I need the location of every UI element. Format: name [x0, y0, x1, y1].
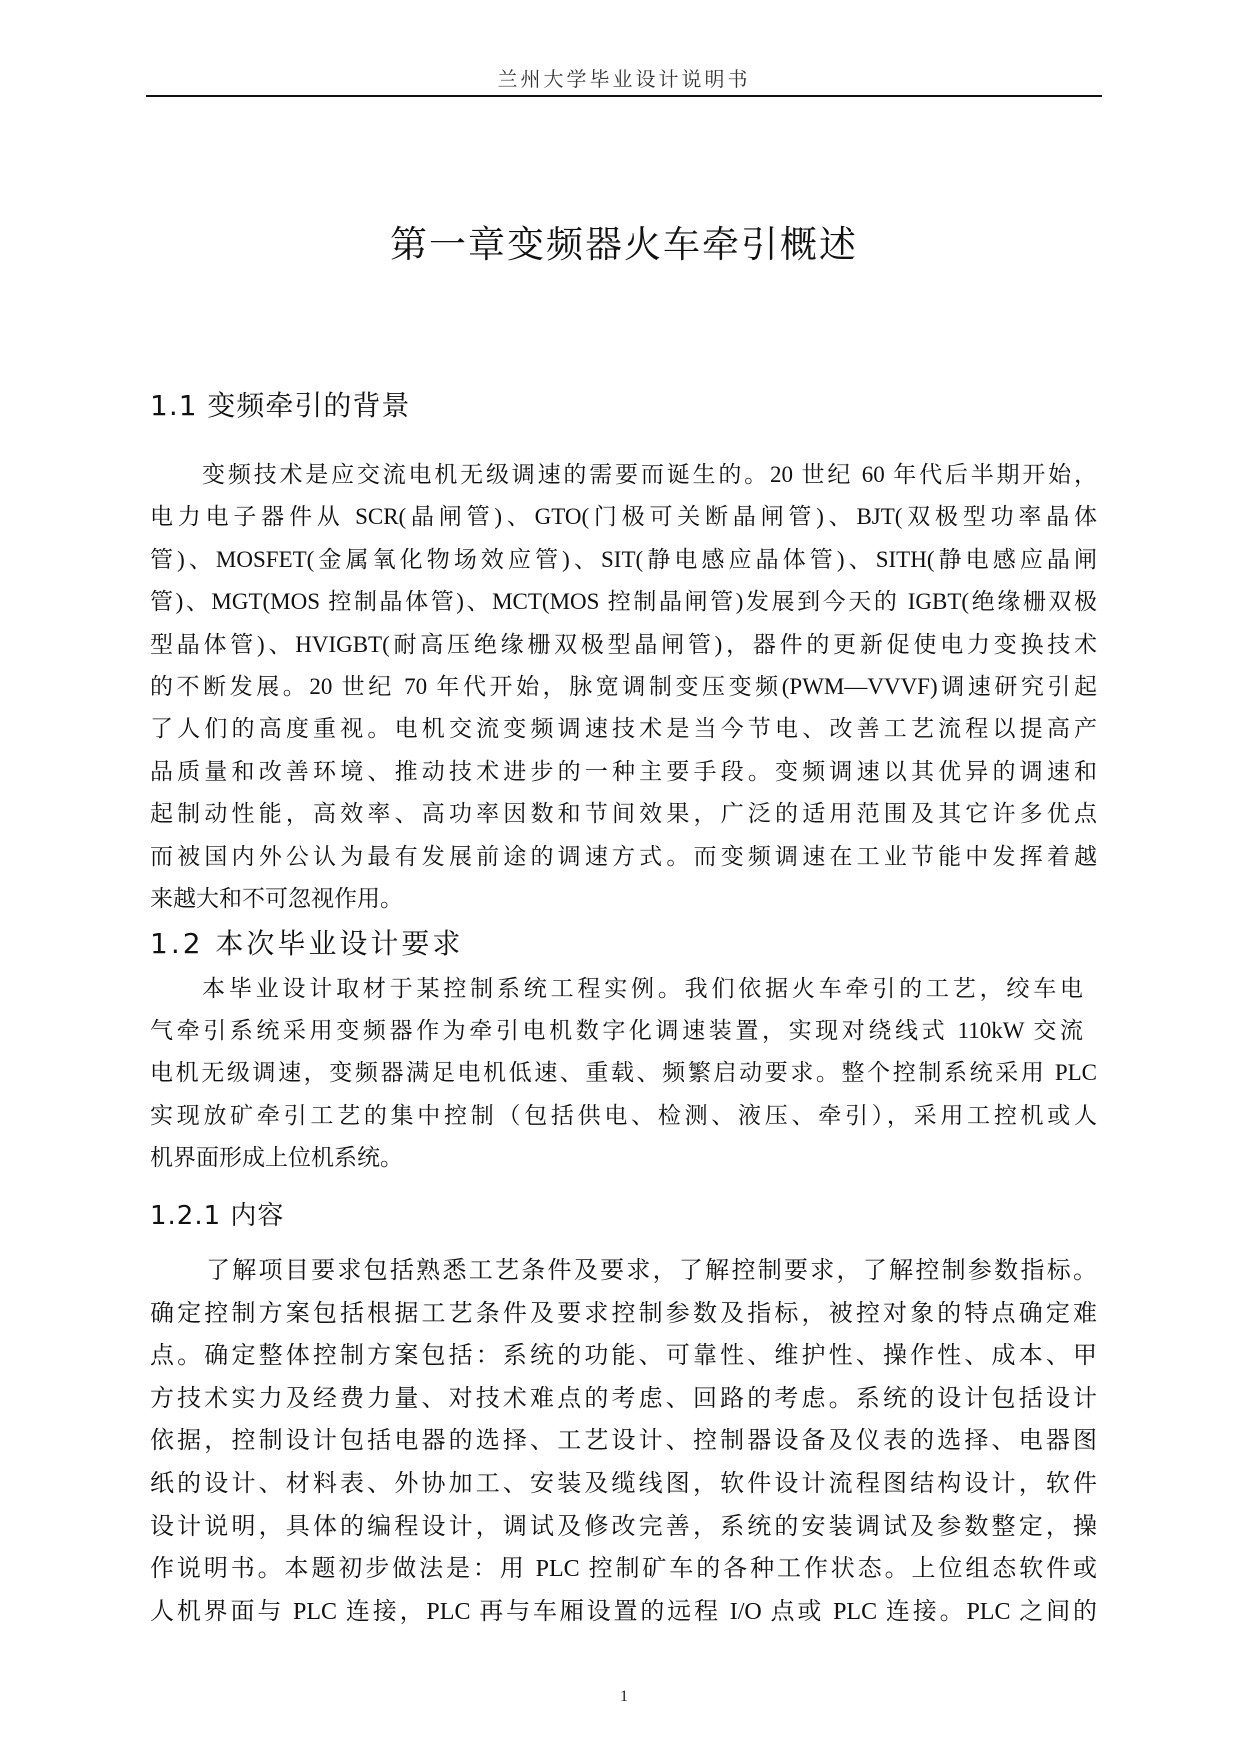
- text-line: 管)、MOSFET(金属氧化物场效应管)、SIT(静电感应晶体管)、SITH(静电感应晶闸: [150, 546, 1097, 572]
- text-line: 了人们的高度重视。电机交流变频调速技术是当今节电、改善工艺流程以提高产: [150, 716, 1097, 742]
- body-paragraph-requirements: [150, 968, 1097, 1179]
- text-line: 方技术实力及经费力量、对技术难点的考虑、回路的考虑。系统的设计包括设计: [150, 1385, 1097, 1412]
- text-line: 而被国内外公认为最有发展前途的调速方式。而变频调速在工业节能中发挥着越: [150, 843, 1097, 869]
- text-line: 人机界面与 PLC 连接，PLC 再与车厢设置的远程 I/O 点或 PLC 连接。PLC 之间的: [150, 1598, 1097, 1625]
- text-line: 电力电子器件从 SCR(晶闸管)、GTO(门极可关断晶闸管)、BJT(双极型功率晶体: [150, 504, 1097, 530]
- text-line: 实现放矿牵引工艺的集中控制（包括供电、检测、液压、牵引），采用工控机或人: [150, 1102, 1097, 1128]
- text-line: 了解项目要求包括熟悉工艺条件及要求，了解控制要求，了解控制参数指标。: [206, 1258, 1097, 1284]
- text-line: 变频技术是应交流电机无级调速的需要而诞生的。20 世纪 60 年代后半期开始，: [202, 462, 1097, 487]
- text-line: 起制动性能，高效率、高功率因数和节间效果，广泛的适用范围及其它许多优点: [150, 801, 1097, 827]
- text-line: 确定控制方案包括根据工艺条件及要求控制参数及指标，被控对象的特点确定难: [150, 1300, 1097, 1327]
- text-line: 电机无级调速，变频器满足电机低速、重载、频繁启动要求。整个控制系统采用 PLC: [150, 1060, 1097, 1086]
- header-rule: [146, 95, 1102, 97]
- section-heading-1-2: 1.2 本次毕业设计要求: [150, 927, 464, 960]
- body-paragraph-background: [150, 454, 1097, 920]
- chapter-title: 第一章变频器火车牵引概述: [390, 223, 858, 266]
- text-line: 的不断发展。20 世纪 70 年代开始，脉宽调制变压变频(PWM—VVVF)调速研究引起: [150, 673, 1097, 699]
- text-line: 机界面形成上位机系统。: [150, 1144, 403, 1170]
- text-line: 品质量和改善环境、推动技术进步的一种主要手段。变频调速以其优异的调速和: [150, 758, 1097, 784]
- text-line: 管)、MGT(MOS 控制晶体管)、MCT(MOS 控制晶闸管)发展到今天的 IGBT(绝缘栅双极: [150, 589, 1097, 615]
- section-heading-1-1: 1.1 变频牵引的背景: [150, 389, 411, 422]
- section-heading-1-2-1: 1.2.1 内容: [150, 1201, 285, 1231]
- text-line: 点。确定整体控制方案包括：系统的功能、可靠性、维护性、操作性、成本、甲: [150, 1343, 1097, 1370]
- text-line: 来越大和不可忽视作用。: [150, 885, 403, 911]
- text-line: 依据，控制设计包括电器的选择、工艺设计、控制器设备及仪表的选择、电器图: [150, 1428, 1097, 1455]
- text-line: 型晶体管)、HVIGBT(耐高压绝缘栅双极型晶闸管)，器件的更新促使电力变换技术: [150, 631, 1097, 657]
- page-number: 1: [620, 1688, 628, 1705]
- text-line: 作说明书。本题初步做法是：用 PLC 控制矿车的各种工作状态。上位组态软件或: [150, 1556, 1097, 1583]
- running-header: 兰州大学毕业设计说明书: [497, 67, 751, 91]
- text-line: 纸的设计、材料表、外协加工、安装及缆线图，软件设计流程图结构设计，软件: [150, 1470, 1097, 1497]
- body-paragraph-content: [150, 1250, 1097, 1633]
- text-line: 本毕业设计取材于某控制系统工程实例。我们依据火车牵引的工艺，绞车电: [202, 976, 1083, 1001]
- text-line: 气牵引系统采用变频器作为牵引电机数字化调速装置，实现对绕线式 110kW 交流: [150, 1018, 1083, 1044]
- text-line: 设计说明，具体的编程设计，调试及修改完善，系统的安装调试及参数整定，操: [150, 1513, 1097, 1540]
